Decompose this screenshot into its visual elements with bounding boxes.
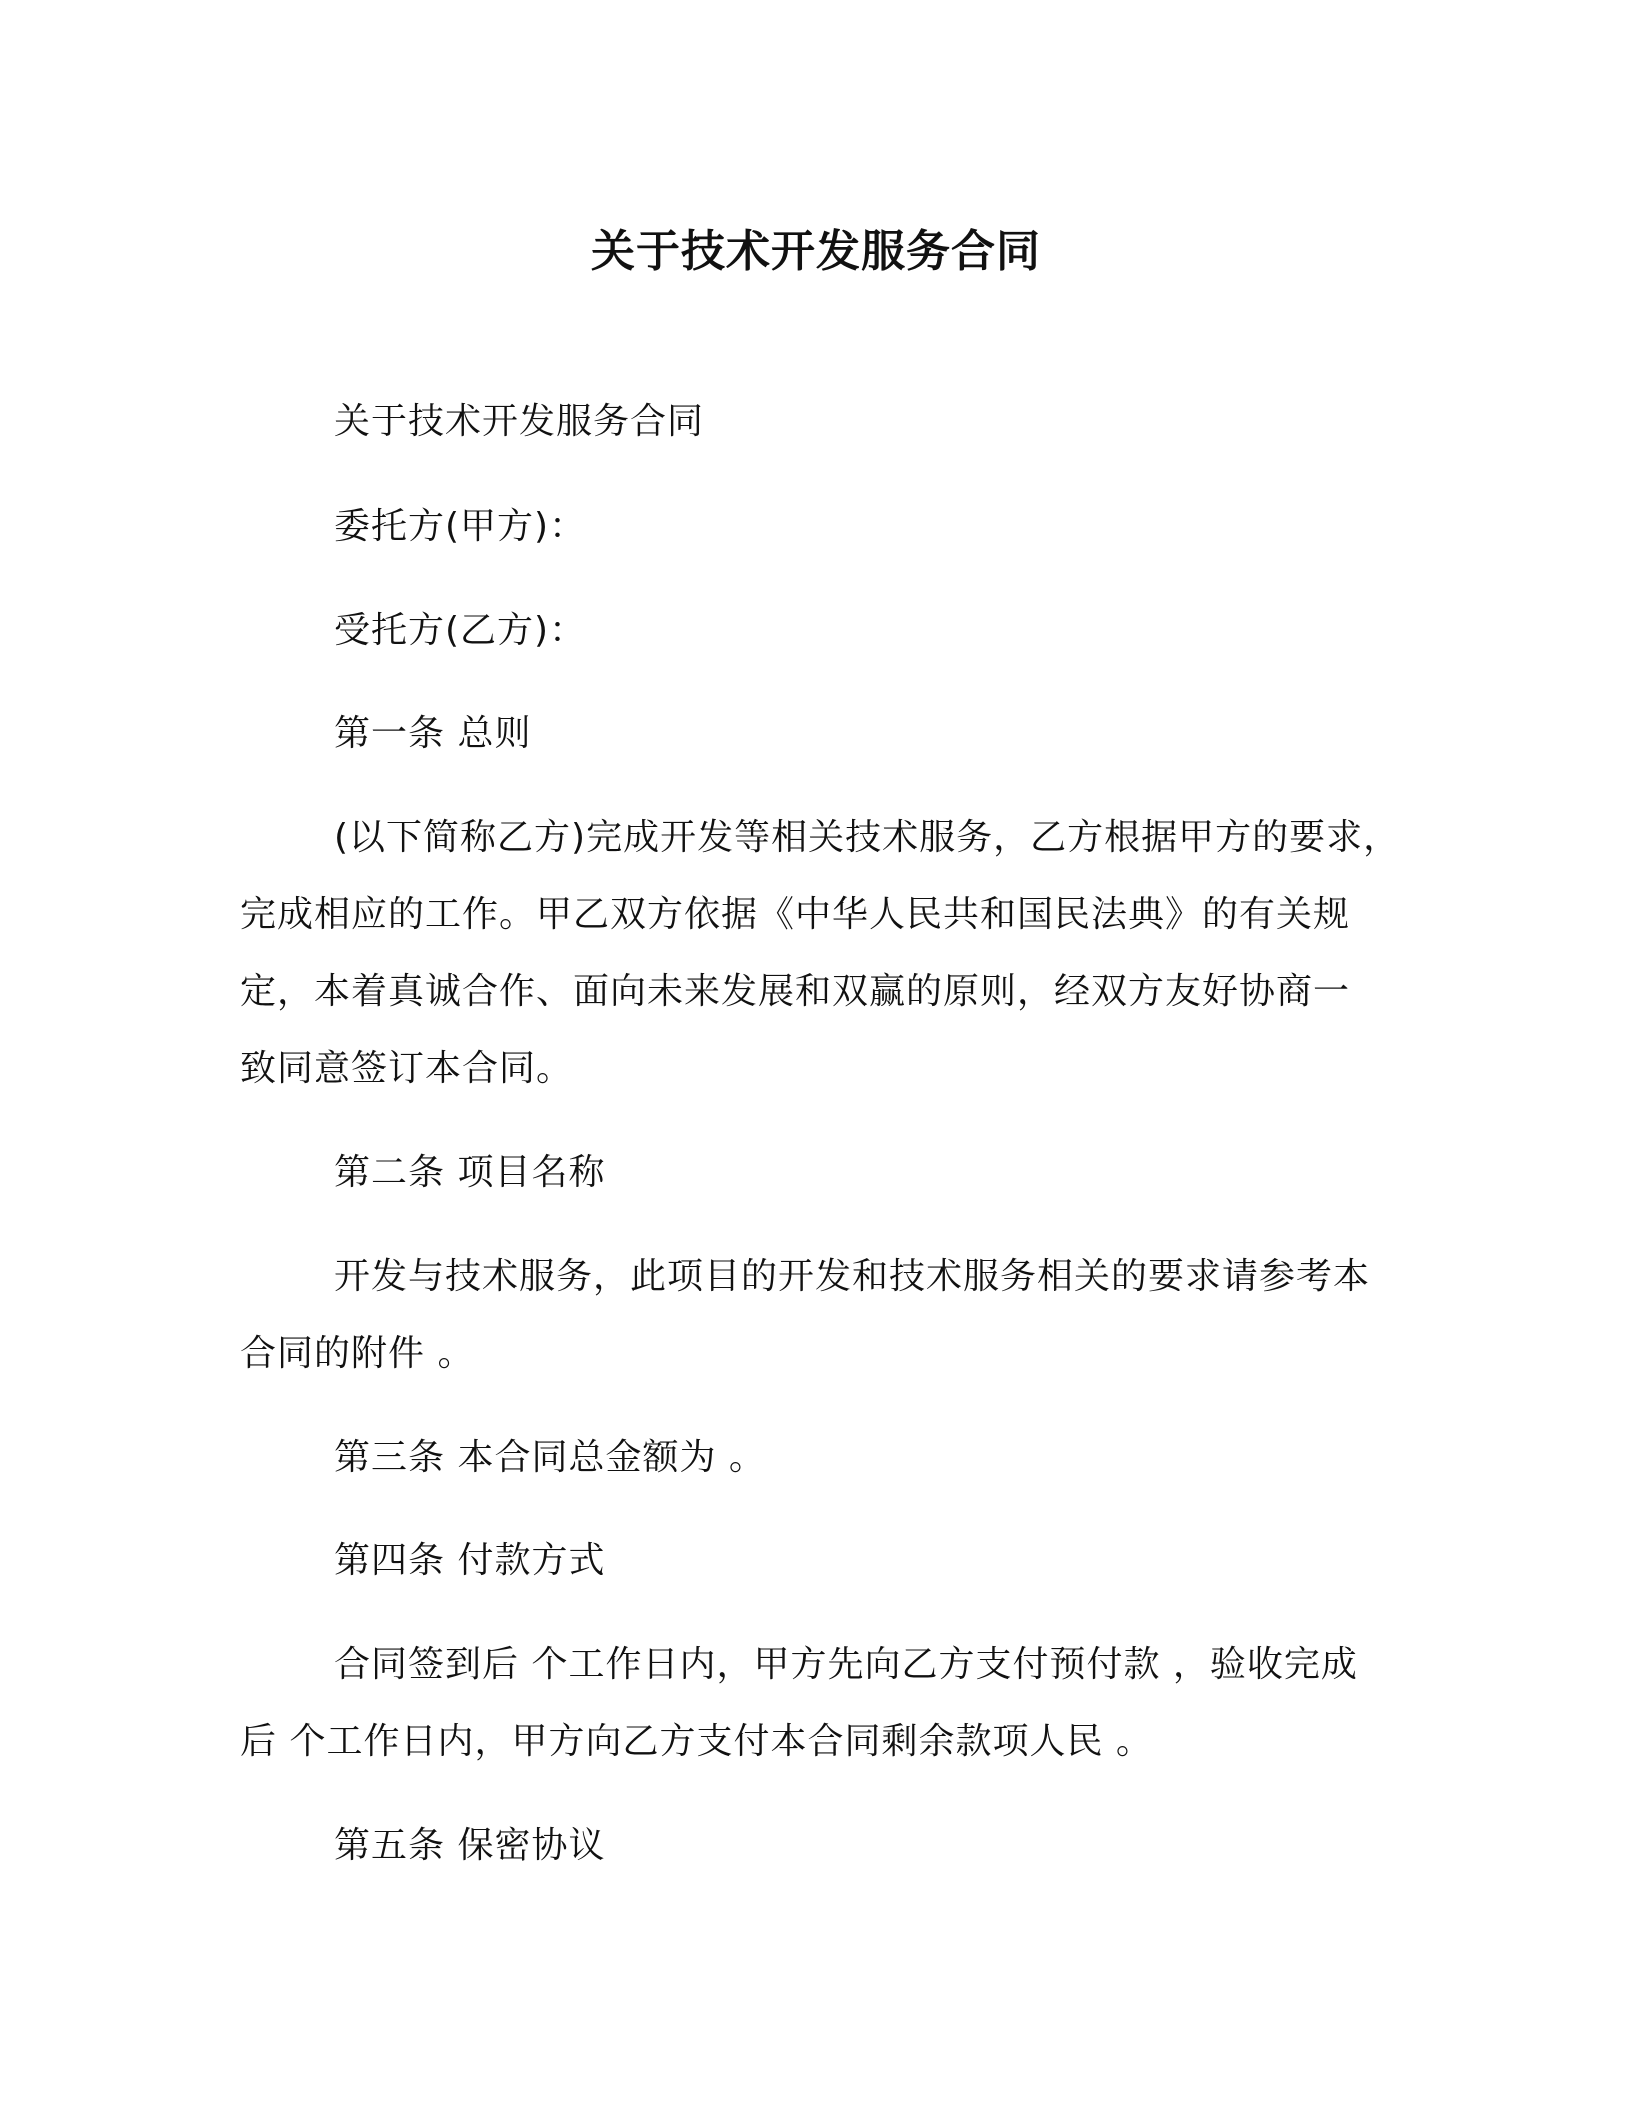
article-2-heading: 第二条 项目名称	[334, 1152, 606, 1193]
article-1-line-3: 定，本着真诚合作、面向未来发展和双赢的原则，经双方友好协商一	[240, 971, 1351, 1012]
article-1-line-2: 完成相应的工作。甲乙双方依据《中华人民共和国民法典》的有关规	[240, 894, 1351, 935]
article-2-line-2: 合同的附件 。	[240, 1333, 475, 1374]
article-4-line-1: 合同签到后 个工作日内，甲方先向乙方支付预付款 ，验收完成	[334, 1644, 1358, 1685]
party-b-label: 受托方(乙方)：	[334, 610, 587, 651]
article-1-line-4: 致同意签订本合同。	[240, 1048, 574, 1089]
article-5-heading: 第五条 保密协议	[334, 1825, 606, 1866]
article-1-heading: 第一条 总则	[334, 713, 532, 754]
article-4-heading: 第四条 付款方式	[334, 1540, 606, 1581]
article-1-line-1: (以下简称乙方)完成开发等相关技术服务，乙方根据甲方的要求，	[334, 817, 1401, 858]
article-2-line-1: 开发与技术服务，此项目的开发和技术服务相关的要求请参考本	[334, 1256, 1371, 1297]
article-3-heading: 第三条 本合同总金额为 。	[334, 1437, 766, 1478]
contract-subtitle: 关于技术开发服务合同	[334, 401, 705, 442]
party-a-label: 委托方(甲方)：	[334, 506, 587, 547]
article-4-line-2: 后 个工作日内，甲方向乙方支付本合同剩余款项人民 。	[240, 1721, 1153, 1762]
document-title: 关于技术开发服务合同	[591, 226, 1041, 277]
